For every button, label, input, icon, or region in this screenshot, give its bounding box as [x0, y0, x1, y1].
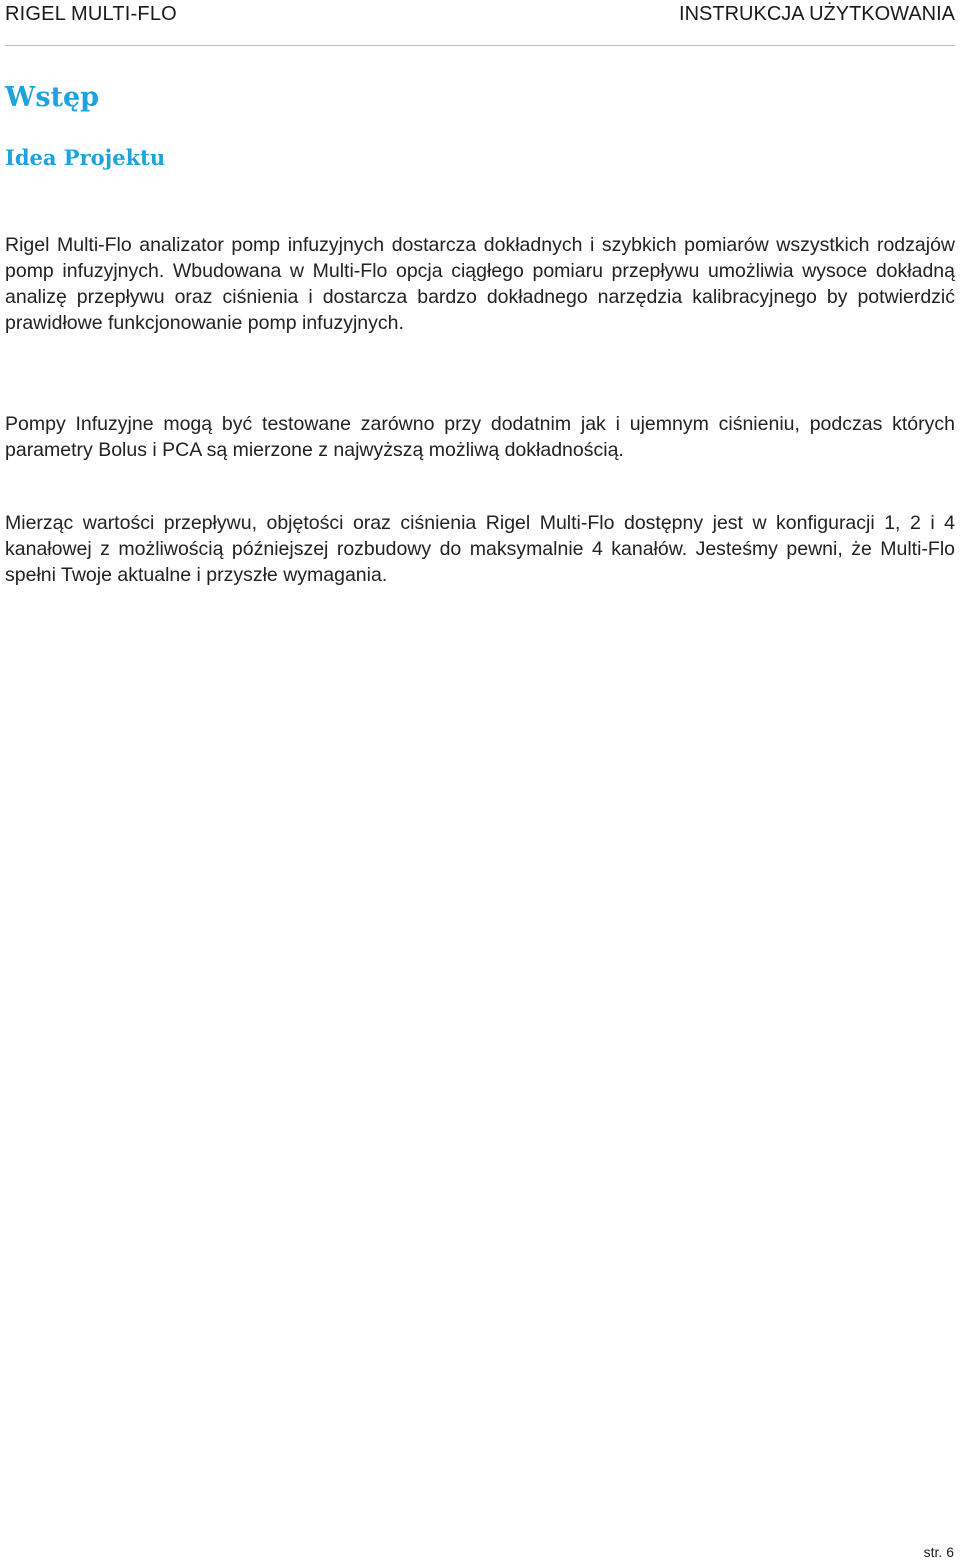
section-title: Wstęp — [5, 82, 100, 113]
header-document-title: INSTRUKCJA UŻYTKOWANIA — [679, 3, 955, 25]
paragraph-testing: Pompy Infuzyjne mogą być testowane zarówno przy dodatnim jak i ujemnym ciśnieniu, podczas których parametry Bolus i PCA są mierzone z najwyższą możliwą dokładnością. — [5, 413, 955, 461]
header-product-name: RIGEL MULTI-FLO — [5, 3, 177, 25]
page-header — [5, 0, 955, 46]
page-number: str. 6 — [923, 1544, 954, 1560]
paragraph-configuration: Mierząc wartości przepływu, objętości oraz ciśnienia Rigel Multi-Flo dostępny jest w konfiguracji 1, 2 i 4 kanałowej z możliwością późniejszej rozbudowy do maksymalnie 4 kanałów. Jesteśmy pewni, że Multi-Flo spełni Twoje aktualne i przyszłe wymagania. — [5, 512, 955, 586]
section-subtitle: Idea Projektu — [5, 145, 166, 170]
paragraph-intro: Rigel Multi-Flo analizator pomp infuzyjnych dostarcza dokładnych i szybkich pomiarów wszystkich rodzajów pomp infuzyjnych. Wbudowana w Multi-Flo opcja ciągłego pomiaru przepływu umożliwia wysoce dokładną analizę przepływu oraz ciśnienia i dostarcza bardzo dokładnego narzędzia kalibracyjnego by potwierdzić prawidłowe funkcjonowanie pomp infuzyjnych. — [5, 234, 955, 334]
